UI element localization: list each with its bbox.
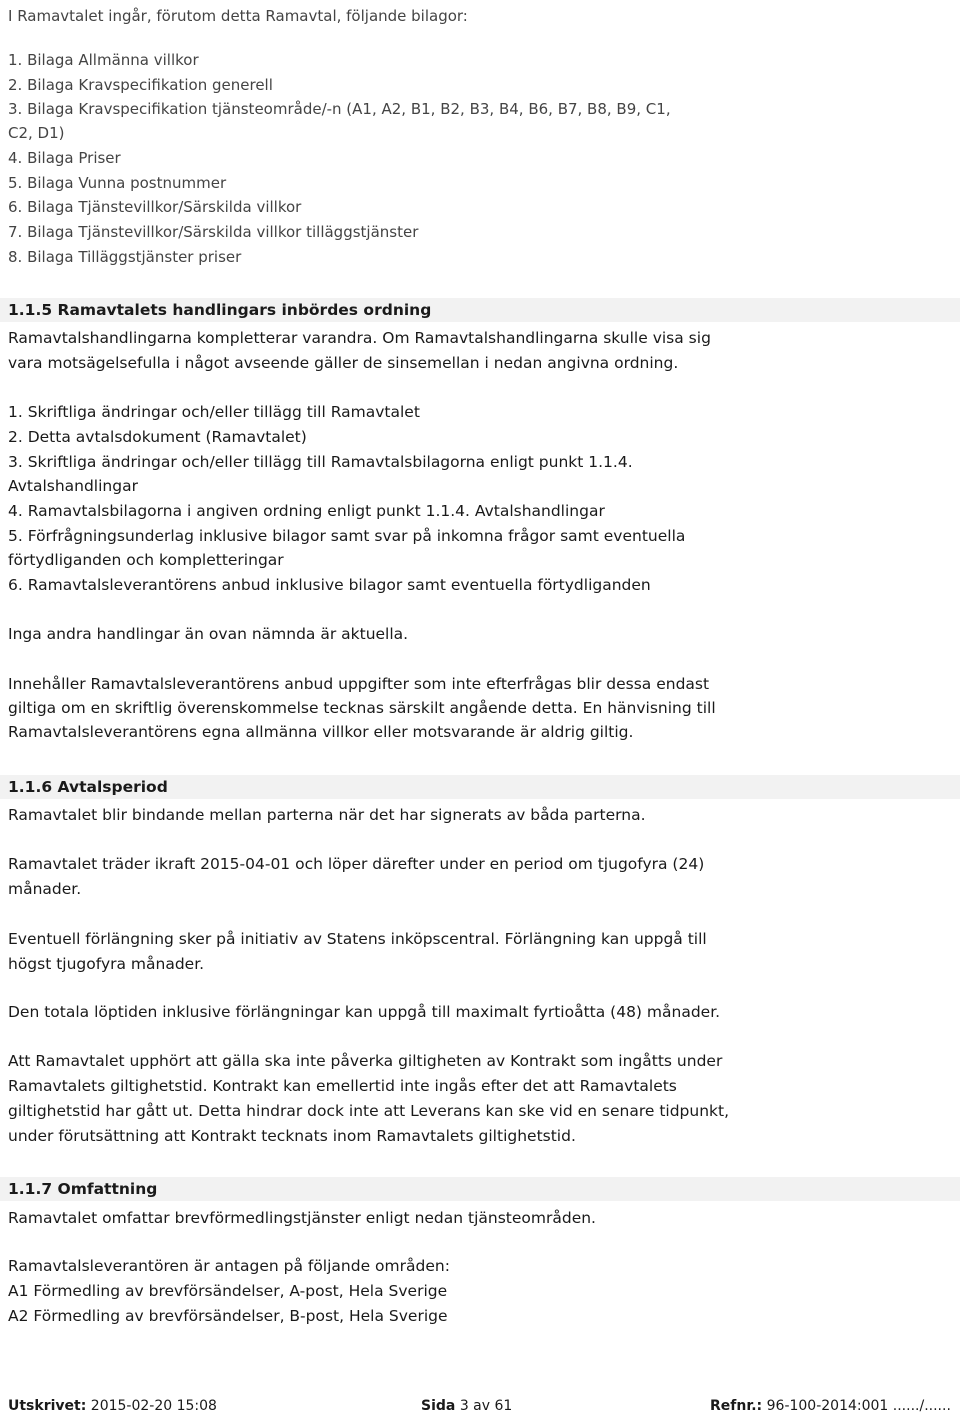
paragraph-line: Den totala löptiden inklusive förlängningar kan uppgå till maximalt fyrtioåtta (48) månader. (8, 1003, 721, 1021)
footer-ref-value: 96-100-2014:001 ....../...... (766, 1398, 951, 1414)
attachment-item: 3. Bilaga Kravspecifikation tjänsteområde/-n (A1, A2, B1, B2, B3, B4, B6, B7, B8, B9, C1, (8, 100, 671, 118)
precedence-item: förtydliganden och kompletteringar (8, 551, 284, 569)
paragraph-line: Ramavtalshandlingarna kompletterar varandra. Om Ramavtalshandlingarna skulle visa sig (8, 329, 711, 347)
attachment-item: 6. Bilaga Tjänstevillkor/Särskilda villkor (8, 198, 302, 216)
footer-page-label: Sida (421, 1398, 456, 1414)
footer-printed-value: 2015-02-20 15:08 (90, 1398, 217, 1414)
footer-page-value: 3 av 61 (459, 1398, 513, 1414)
precedence-item: 4. Ramavtalsbilagorna i angiven ordning enligt punkt 1.1.4. Avtalshandlingar (8, 502, 605, 520)
footer-ref-label: Refnr.: (710, 1398, 763, 1414)
precedence-item: 5. Förfrågningsunderlag inklusive bilagor samt svar på inkomna frågor samt eventuella (8, 527, 686, 545)
paragraph-line: Att Ramavtalet upphört att gälla ska inte påverka giltigheten av Kontrakt som ingåtts under (8, 1052, 723, 1070)
precedence-item: 1. Skriftliga ändringar och/eller tillägg till Ramavtalet (8, 403, 420, 421)
section-heading-117: 1.1.7 Omfattning (8, 1180, 158, 1198)
intro-text: I Ramavtalet ingår, förutom detta Ramavtal, följande bilagor: (8, 7, 468, 25)
paragraph-line: Ramavtalet träder ikraft 2015-04-01 och löper därefter under en period om tjugofyra (24) (8, 855, 705, 873)
precedence-item: Avtalshandlingar (8, 477, 138, 495)
attachment-item: 7. Bilaga Tjänstevillkor/Särskilda villkor tilläggstjänster (8, 223, 419, 241)
paragraph-line: månader. (8, 880, 82, 898)
attachment-item: 2. Bilaga Kravspecifikation generell (8, 76, 273, 94)
paragraph-line: vara motsägelsefulla i något avseende gäller de sinsemellan i nedan angivna ordning. (8, 354, 679, 372)
service-area-item: A1 Förmedling av brevförsändelser, A-post, Hela Sverige (8, 1282, 448, 1300)
paragraph-line: Ramavtalsleverantörens egna allmänna villkor eller motsvarande är aldrig giltig. (8, 723, 634, 741)
footer-printed-label: Utskrivet: (8, 1398, 87, 1414)
precedence-item: 3. Skriftliga ändringar och/eller tillägg till Ramavtalsbilagorna enligt punkt 1.1.4. (8, 453, 633, 471)
paragraph-line: Inga andra handlingar än ovan nämnda är aktuella. (8, 625, 409, 643)
attachment-item: 5. Bilaga Vunna postnummer (8, 174, 227, 192)
paragraph-line: Ramavtalet omfattar brevförmedlingstjänster enligt nedan tjänsteområden. (8, 1209, 596, 1227)
paragraph-line: giltighetstid har gått ut. Detta hindrar dock inte att Leverans kan ske vid en senare tidpunkt, (8, 1102, 730, 1120)
paragraph-line: Ramavtalets giltighetstid. Kontrakt kan emellertid inte ingås efter det att Ramavtalets (8, 1077, 677, 1095)
paragraph-line: Eventuell förlängning sker på initiativ av Statens inköpscentral. Förlängning kan uppgå till (8, 930, 707, 948)
paragraph-line: under förutsättning att Kontrakt tecknats inom Ramavtalets giltighetstid. (8, 1127, 576, 1145)
paragraph-line: Ramavtalsleverantören är antagen på följande områden: (8, 1257, 450, 1275)
section-heading-116: 1.1.6 Avtalsperiod (8, 778, 168, 796)
attachment-item: 4. Bilaga Priser (8, 149, 121, 167)
paragraph-line: giltiga om en skriftlig överenskommelse tecknas särskilt angående detta. En hänvisning till (8, 699, 716, 717)
section-heading-115: 1.1.5 Ramavtalets handlingars inbördes ordning (8, 301, 432, 319)
footer-page (421, 1397, 512, 1415)
paragraph-line: Innehåller Ramavtalsleverantörens anbud uppgifter som inte efterfrågas blir dessa endast (8, 675, 710, 693)
paragraph-line: Ramavtalet blir bindande mellan parterna när det har signerats av båda parterna. (8, 806, 646, 824)
attachment-item: C2, D1) (8, 124, 65, 142)
precedence-item: 2. Detta avtalsdokument (Ramavtalet) (8, 428, 307, 446)
paragraph-line: högst tjugofyra månader. (8, 955, 205, 973)
attachment-item: 1. Bilaga Allmänna villkor (8, 51, 199, 69)
service-area-item: A2 Förmedling av brevförsändelser, B-post, Hela Sverige (8, 1307, 448, 1325)
precedence-item: 6. Ramavtalsleverantörens anbud inklusive bilagor samt eventuella förtydliganden (8, 576, 651, 594)
footer-printed (8, 1397, 217, 1415)
attachment-item: 8. Bilaga Tilläggstjänster priser (8, 248, 242, 266)
footer-ref (710, 1397, 951, 1415)
